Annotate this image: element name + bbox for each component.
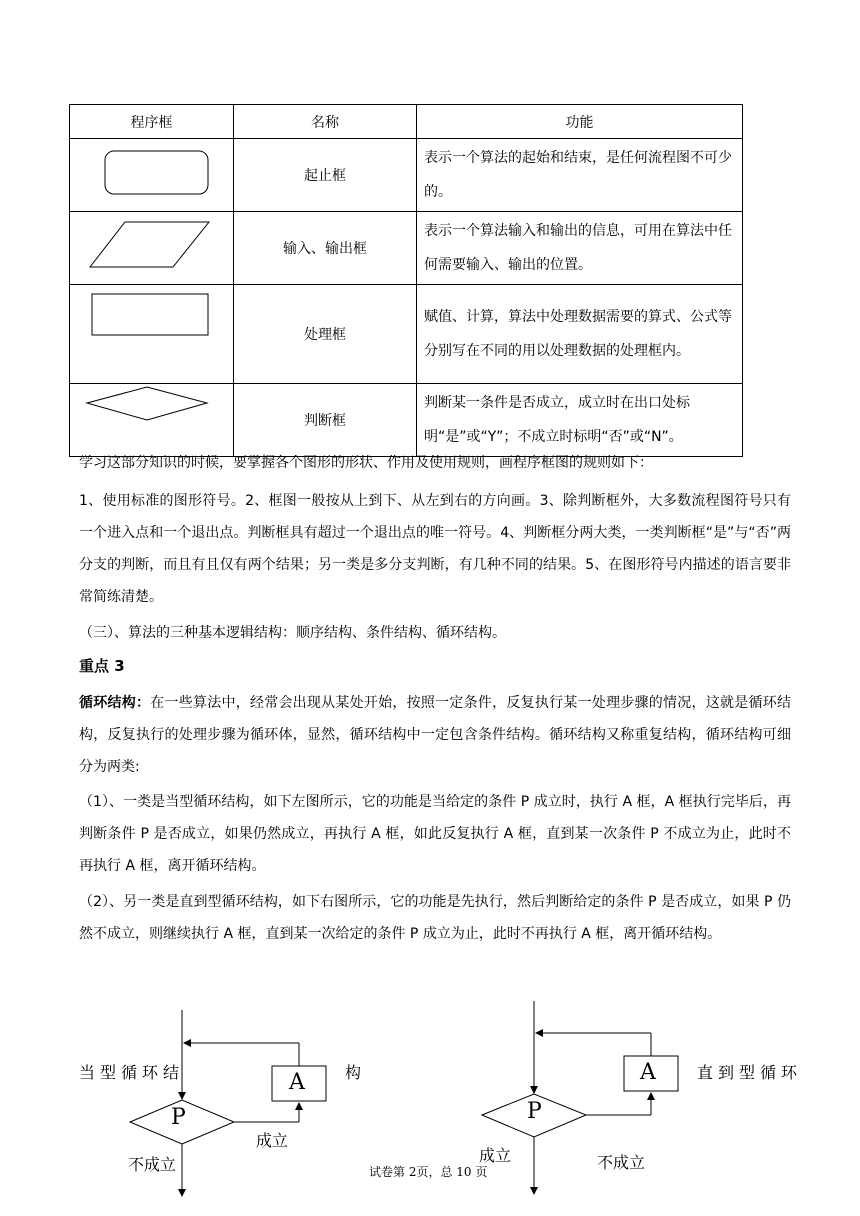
row-function: 判断某一条件是否成立，成立时在出口处标明“是”或“Y”；不成立时标明“否”或“N”。 [417,384,743,457]
page-footer: 试卷第 2页，总 10 页 [369,1165,488,1179]
row-name: 判断框 [234,384,417,457]
rules-intro: 学习这部分知识的时候，要掌握各个图形的形状、作用及使用规则，画程序框图的规则如下： [79,455,653,471]
row-name: 起止框 [234,139,417,212]
header-function: 功能 [417,105,743,139]
while-no-label: 不成立 [128,1155,177,1174]
until-yes-label: 成立 [479,1146,512,1165]
row-name: 输入、输出框 [234,212,417,285]
row-function: 表示一个算法的起始和结束，是任何流程图不可少的。 [417,139,743,212]
row-function: 赋值、计算，算法中处理数据需要的算式、公式等分别写在不同的用以处理数据的处理框内。 [417,285,743,384]
while-loop-paragraph: （1）、一类是当型循环结构，如下左图所示，它的功能是当给定的条件 P 成立时，执行 A 框，A 框执行完毕后，再判断条件 P 是否成立，如果仍然成立，再执行 A 框，如此反复执行 A 框，直到某一次条件 P 不成立为止，此时不再执行 A 框，离开循环结构。 [79,794,791,874]
row-function: 表示一个算法输入和输出的信息，可用在算法中任何需要输入、输出的位置。 [417,212,743,285]
until-loop-diagram [482,1001,678,1194]
while-decision-label: P [171,1105,186,1130]
until-no-label: 不成立 [597,1153,646,1172]
while-box-label: A [289,1070,305,1095]
loop-text: 在一些算法中，经常会出现从某处开始，按照一定条件，反复执行某一处理步骤的情况，这就是循环结构，反复执行的处理步骤为循环体，显然，循环结构中一定包含条件结构。循环结构又称重复结构，循环结构可细分为两类: [79,695,792,775]
header-name: 名称 [234,105,417,139]
while-loop-label: 当型循环结 [79,1063,185,1082]
three-structures: （三）、算法的三种基本逻辑结构：顺序结构、条件结构、循环结构。 [79,625,506,641]
until-loop-paragraph: （2）、另一类是直到型循环结构，如下右图所示，它的功能是先执行，然后判断给定的条件 P 是否成立，如果 P 仍然不成立，则继续执行 A 框，直到某一次给定的条件 P 成立为止，此时不再执行 A 框，离开循环结构。 [79,894,791,942]
until-decision-label: P [527,1099,542,1124]
until-loop-label: 直到型循环 [697,1063,803,1082]
loop-term: 循环结构： [79,695,151,711]
section-heading: 重点 3 [79,657,125,675]
header-symbol: 程序框 [70,105,234,139]
rules-list: 1、使用标准的图形符号。2、框图一般按从上到下、从左到右的方向画。3、除判断框外，大多数流程图符号只有一个进入点和一个退出点。判断框具有超过一个退出点的唯一符号。4、判断框分两大类，一类判断框“是”与“否”两分支的判断，而且有且仅有两个结果；另一类是多分支判断，有几种不同的结果。5、在图形符号内描述的语言要非常简练清楚。 [79,493,791,605]
while-yes-label: 成立 [256,1131,289,1150]
while-loop-label-end: 构 [345,1063,362,1082]
until-box-label: A [640,1060,656,1085]
row-name: 处理框 [234,285,417,384]
